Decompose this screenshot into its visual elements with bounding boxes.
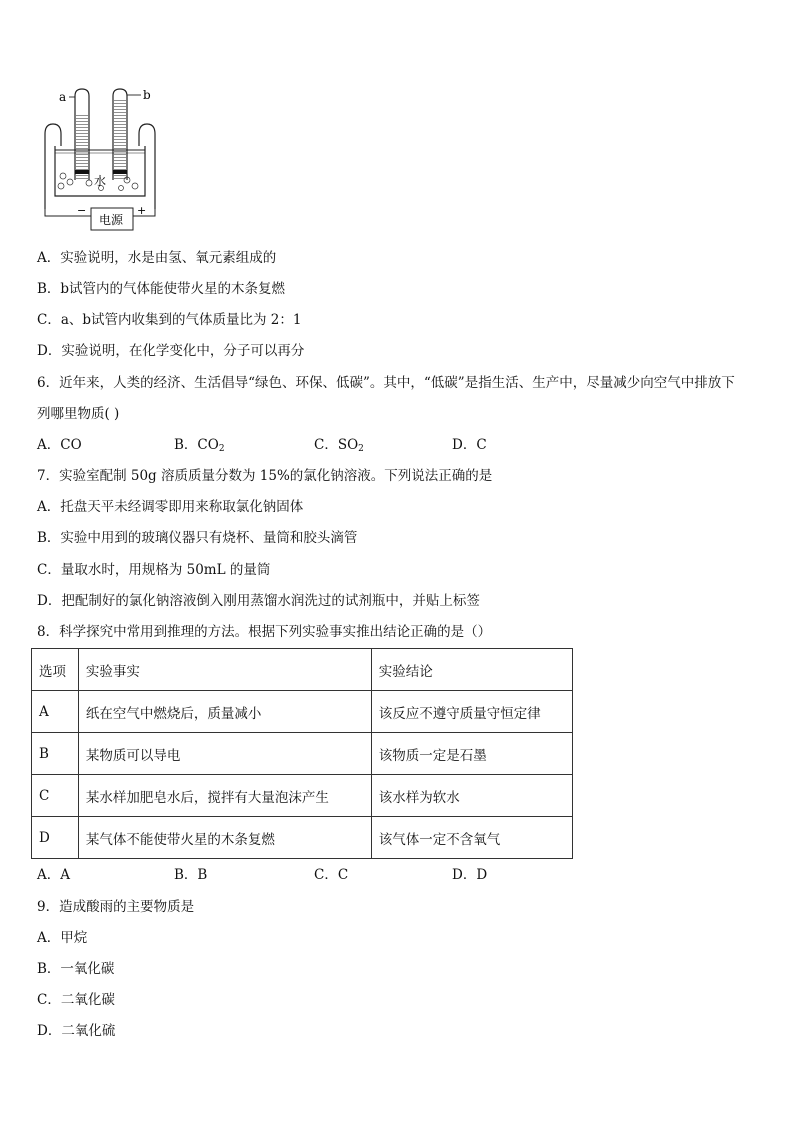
q6-option-a: A．CO [37,437,82,453]
table-cell: D [32,817,79,859]
q8-option-b: B．B [174,867,208,883]
q7-option-b: B．实验中用到的玻璃仪器只有烧杯、量筒和胶头滴管 [37,530,358,546]
q9-option-c: C．二氧化碳 [37,992,115,1008]
table-cell: C [32,775,79,817]
table-row [32,775,573,817]
table-row [32,733,573,775]
q6-option-b [174,436,225,458]
water-label: 水 [94,174,107,188]
table-row [32,817,573,859]
table-row [32,691,573,733]
table-cell: 该反应不遵守质量守恒定律 [371,691,572,733]
table-cell: 该水样为软水 [371,775,572,817]
power-label: 电源 [99,213,124,227]
minus-sign: − [77,204,87,217]
label-b: b [143,88,151,102]
q8-option-d: D．D [452,867,488,883]
q7-option-c: C．量取水时，用规格为 50mL 的量筒 [37,562,271,578]
table-cell: 纸在空气中燃烧后，质量减小 [78,691,371,733]
q9-option-b: B．一氧化碳 [37,961,115,977]
q8-option-a: A．A [37,867,70,883]
q5-option-d: D．实验说明，在化学变化中，分子可以再分 [37,343,305,359]
table-cell: 该气体一定不含氧气 [371,817,572,859]
header-conclusion: 实验结论 [371,649,572,691]
plus-sign: + [137,204,147,217]
table-cell: 该物质一定是石墨 [371,733,572,775]
q9-option-a: A．甲烷 [37,930,88,946]
electrode-a [75,170,89,174]
table-cell: 某物质可以导电 [78,733,371,775]
q5-option-b: B．b试管内的气体能使带火星的木条复燃 [37,281,286,297]
q7-option-d: D．把配制好的氯化钠溶液倒入刚用蒸馏水润洗过的试剂瓶中，并贴上标签 [37,593,480,609]
label-a: a [59,90,67,104]
table-cell: 某水样加肥皂水后，搅拌有大量泡沫产生 [78,775,371,817]
table-header-row [32,649,573,691]
q5-option-a: A．实验说明，水是由氢、氧元素组成的 [37,250,277,266]
q6-option-b-subscript: 2 [218,444,225,454]
q6-stem-line2: 列哪里物质( ) [37,406,120,422]
q9-option-d: D．二氧化硫 [37,1023,116,1039]
q5-option-c: C．a、b试管内收集到的气体质量比为 2：1 [37,312,302,328]
q7-option-a: A．托盘天平未经调零即用来称取氯化钠固体 [37,499,304,515]
q6-option-c-text: C．SO [314,437,359,453]
water-tank [55,146,145,196]
q8-option-c: C．C [314,867,349,883]
q6-option-c-subscript: 2 [358,444,364,454]
electrode-b [113,170,127,174]
table-cell: A [32,691,79,733]
q7-stem: 7．实验室配制 50g 溶质质量分数为 15%的氯化钠溶液。下列说法正确的是 [37,468,493,484]
q8-table [31,648,573,859]
header-option: 选项 [32,649,79,691]
electrolysis-diagram [37,84,167,234]
q6-option-c [314,436,364,458]
q9-stem: 9．造成酸雨的主要物质是 [37,899,195,915]
table-cell: 某气体不能使带火星的木条复燃 [78,817,371,859]
table-cell: B [32,733,79,775]
q8-stem: 8．科学探究中常用到推理的方法。根据下列实验事实推出结论正确的是（） [37,624,492,640]
q6-stem-line1: 6．近年来，人类的经济、生活倡导“绿色、环保、低碳”。其中，“低碳”是指生活、生产中，尽量减少向空气中排放下 [37,375,735,391]
q6-option-b-text: B．CO [174,437,219,453]
header-fact: 实验事实 [78,649,371,691]
q6-option-d: D．C [452,437,487,453]
